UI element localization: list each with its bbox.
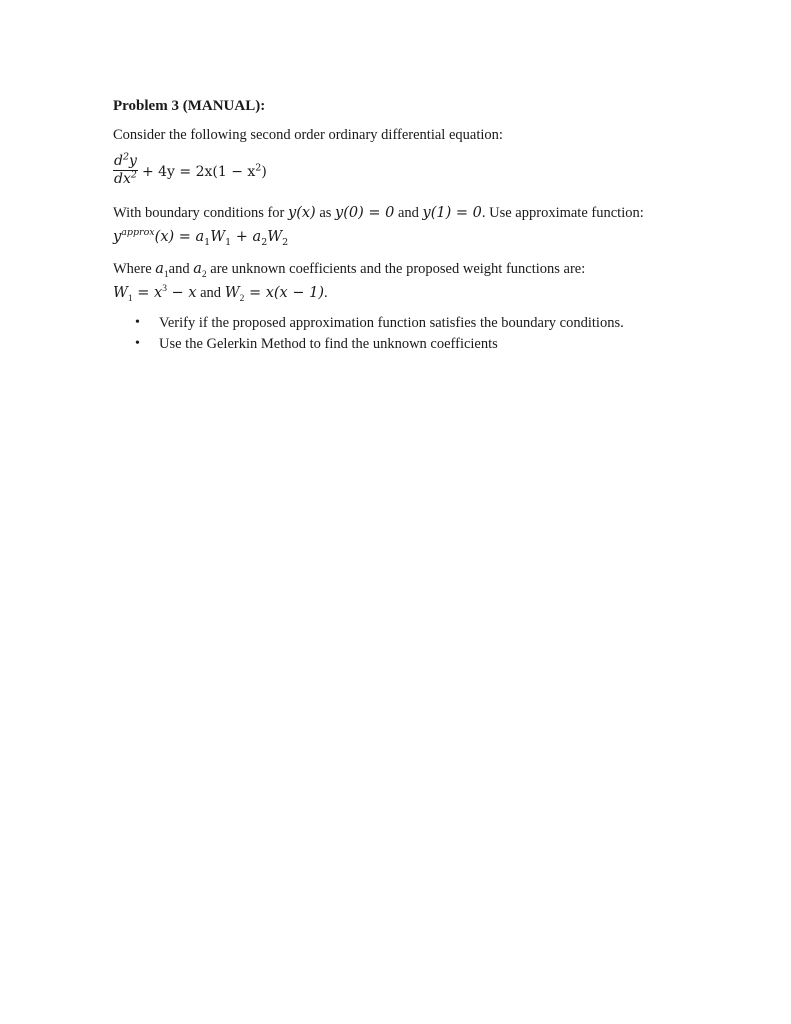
fraction-denominator: $dx^2$: [114, 169, 137, 188]
list-item: • Verify if the proposed approximation function satisfies the boundary conditions.: [135, 315, 624, 332]
boundary-conditions-text: With boundary conditions for y(x) as y(0) = 0 and y(1) = 0. Use approximate function:: [113, 204, 644, 221]
derivative-fraction: [113, 151, 138, 188]
approximation-function: $y^{approx}(x) = a_1W_1 + a_2W_2$: [113, 226, 289, 248]
intro-text: Consider the following second order ordinary differential equation:: [113, 126, 503, 143]
ode-equation: [113, 151, 733, 188]
task-list: [113, 314, 733, 353]
problem-title: Problem 3 (MANUAL):: [113, 98, 266, 114]
bullet-icon: •: [135, 315, 140, 331]
fraction-numerator: $d^2y$: [113, 154, 138, 171]
coefficients-text: Where $a_1and$ $a_2$ are unknown coefficients and the proposed weight functions are:: [113, 260, 586, 280]
bullet-icon: •: [135, 336, 140, 352]
weight-functions: $W_1 = x^3 - x$ and $W_2 = x(x - 1)$.: [113, 284, 328, 304]
ode-rhs: + $4y = 2x(1 - x^2)$: [141, 162, 267, 181]
problem-document: [113, 97, 733, 356]
list-item: • Use the Gelerkin Method to find the unknown coefficients: [135, 336, 498, 353]
